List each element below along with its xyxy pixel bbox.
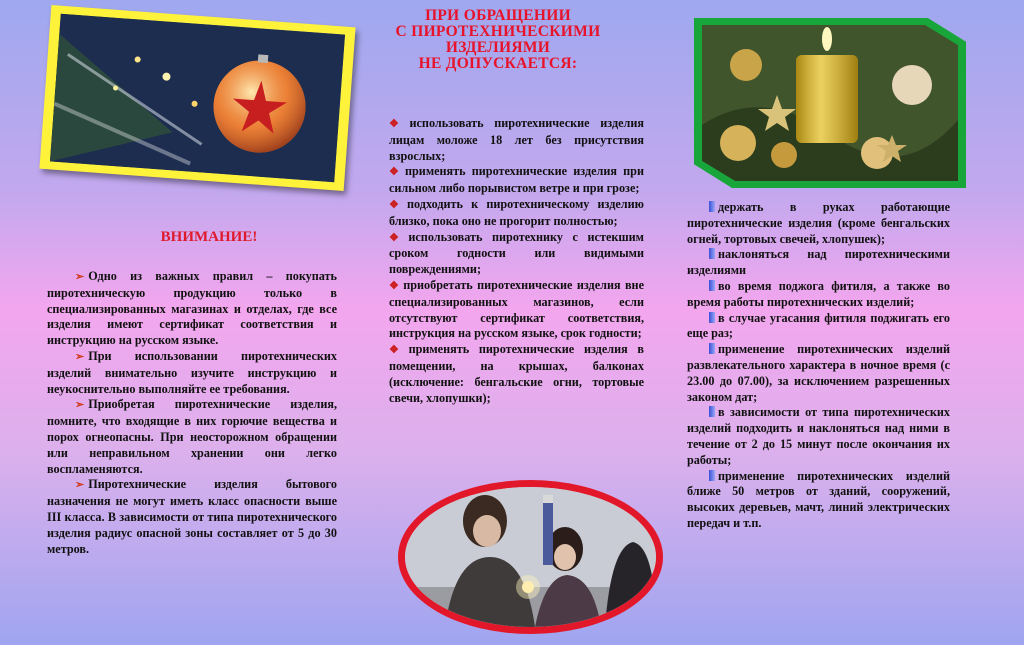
square-bullet-icon	[709, 343, 715, 354]
list-item	[47, 349, 337, 397]
christmas-ornament-photo	[50, 14, 345, 182]
arrow-bullet-icon: ➢	[75, 350, 85, 363]
middle-item-text: приобретать пиротехнические изделия вне специализированных магазинов, если отсутствуют сертификат соответствия, инструкция на русском языке, срок годности;	[389, 277, 644, 341]
square-bullet-icon	[709, 312, 715, 323]
list-item	[47, 269, 337, 349]
arrow-bullet-icon: ➢	[75, 271, 85, 283]
middle-column	[389, 116, 644, 406]
left-column	[47, 269, 337, 557]
list-item	[687, 311, 950, 343]
middle-item-text: использовать пиротехнику с истекшим сроком годности или видимыми повреждениями;	[389, 229, 644, 277]
list-item	[389, 197, 644, 230]
firework-illustration	[405, 487, 656, 627]
middle-item-text: использовать пиротехнические изделия лицам моложе 18 лет без присутствия взрослых;	[389, 116, 644, 163]
list-item	[47, 477, 337, 557]
diamond-bullet-icon: ❖	[389, 198, 405, 211]
square-bullet-icon	[709, 280, 715, 291]
diamond-bullet-icon: ❖	[389, 118, 407, 130]
list-item	[687, 247, 950, 279]
right-item-text: применение пиротехнических изделий развлекательного характера в ночное время (с 23.00 до 07.00), за исключением разрешенных законом дат;	[687, 342, 950, 404]
title-line-2: С ПИРОТЕХНИЧЕСКИМИ	[395, 23, 601, 40]
right-item-text: держать в руках работающие пиротехнические изделия (кроме бенгальских огней, тортовых свечей, хлопушек);	[687, 200, 950, 246]
left-item-text: При использовании пиротехнических изделий внимательно изучите инструкцию и неукоснительно выполняйте ее требования.	[47, 348, 337, 396]
list-item	[389, 164, 644, 197]
list-item	[687, 405, 950, 468]
square-bullet-icon	[709, 248, 715, 259]
people-with-firework-photo	[405, 487, 656, 627]
title-line-1: ПРИ ОБРАЩЕНИИ	[425, 7, 571, 24]
diamond-bullet-icon: ❖	[389, 231, 406, 244]
right-item-text: применение пиротехнических изделий ближе 50 метров от зданий, сооружений, высоких деревьев, мачт, линий электрических передач и т.п.	[687, 468, 950, 530]
list-item	[687, 342, 950, 405]
right-item-text: наклоняться над пиротехническими изделиями	[687, 247, 950, 278]
christmas-candle-photo	[702, 25, 958, 181]
list-item	[687, 469, 950, 532]
list-item	[389, 278, 644, 342]
candle-illustration	[702, 25, 958, 181]
diamond-bullet-icon: ❖	[389, 166, 402, 179]
list-item	[389, 342, 644, 406]
list-item	[47, 397, 337, 477]
middle-item-text: подходить к пиротехническому изделию близко, пока оно не прогорит полностью;	[389, 196, 644, 228]
square-bullet-icon	[709, 470, 715, 481]
middle-item-text: применять пиротехнические изделия при сильном либо порывистом ветре и при грозе;	[389, 164, 644, 196]
list-item	[687, 200, 950, 247]
title-line-3: ИЗДЕЛИЯМИ	[445, 39, 551, 56]
list-item	[389, 230, 644, 278]
left-item-text: Приобретая пиротехнические изделия, помните, что входящие в них горючие вещества и порох огнеопасны. При неосторожном обращении или неправильном хранении они легко воспламеняются.	[47, 397, 337, 476]
left-item-text: Пиротехнические изделия бытового назначения не могут иметь класс опасности выше III класса. В зависимости от типа пиротехнического изделия радиус опасной зоны составляет от 5 до 30 метров.	[47, 477, 337, 556]
main-title	[373, 8, 623, 72]
right-column	[687, 200, 950, 532]
right-item-text: в зависимости от типа пиротехнических изделий подходить и наклоняться над ними в течение от 2 до 15 минут после окончания их работы;	[687, 405, 950, 467]
square-bullet-icon	[709, 406, 715, 417]
title-line-4: НЕ ДОПУСКАЕТСЯ:	[418, 55, 578, 72]
diamond-bullet-icon: ❖	[389, 344, 406, 357]
diamond-bullet-icon: ❖	[389, 279, 401, 292]
arrow-bullet-icon: ➢	[75, 479, 85, 492]
ornament-illustration	[50, 14, 345, 182]
right-item-text: в случае угасания фитиля поджигать его еще раз;	[687, 310, 950, 341]
arrow-bullet-icon: ➢	[75, 399, 85, 412]
list-item	[389, 116, 644, 164]
right-item-text: во время поджога фитиля, а также во время работы пиротехнических изделий;	[687, 278, 950, 309]
middle-item-text: применять пиротехнические изделия в помещении, на крышах, балконах (исключение: бенгальские огни, тортовые свечи, хлопушки);	[389, 342, 644, 405]
left-item-text: Одно из важных правил – покупать пиротехническую продукцию только в специализированных магазинах и отделах, где все изделия имеют сертификат соответствия и инструкцию на русском языке.	[47, 269, 337, 348]
square-bullet-icon	[709, 201, 715, 212]
list-item	[687, 279, 950, 311]
attention-heading: ВНИМАНИЕ!	[160, 229, 258, 245]
